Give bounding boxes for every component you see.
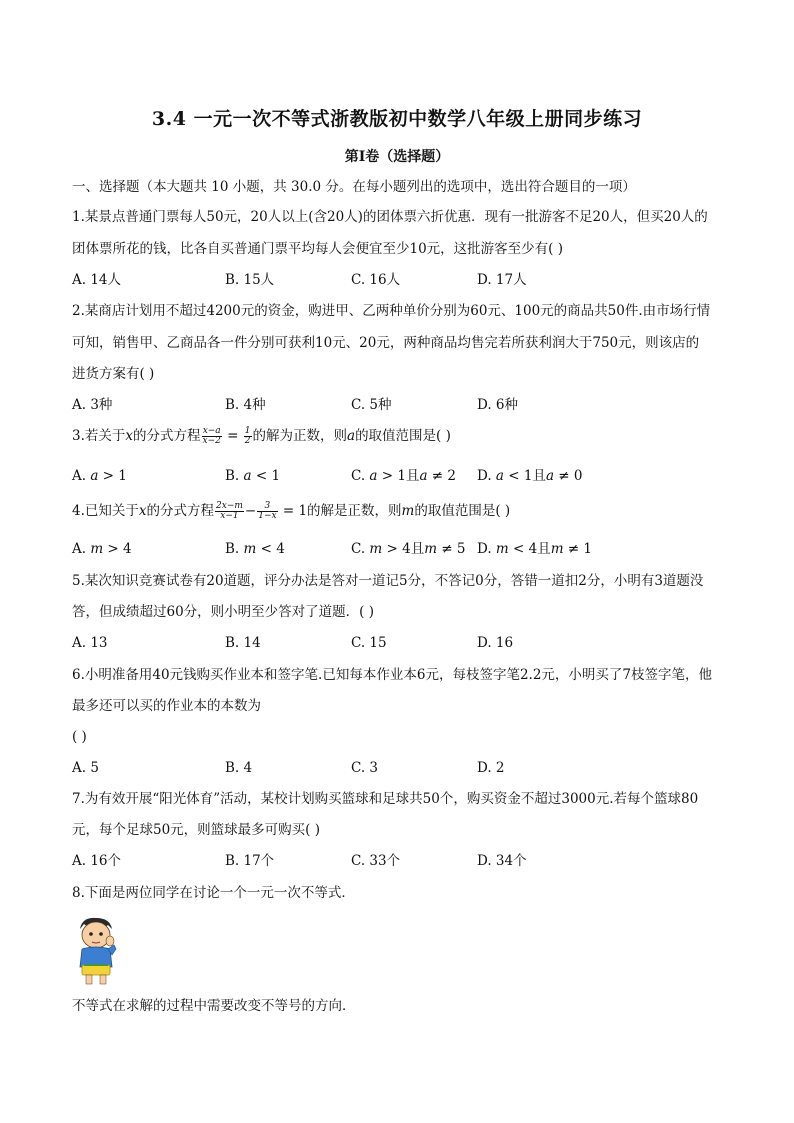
q4-mid: 的分式方程: [146, 503, 215, 519]
q3-var-a: a: [347, 428, 356, 444]
q1-line1: 1.某景点普通门票每人50元，20人以上(含20人)的团体票六折优惠．现有一批游客不足20人，但买20人的: [72, 209, 708, 225]
q4-option-a[interactable]: A. 𝑚 > 4: [72, 541, 132, 557]
q2-line1: 2.某商店计划用不超过4200元的资金，购进甲、乙两种单价分别为60元、100元的商品共50件.由市场行情: [72, 303, 711, 319]
q5-line2: 答，但成绩超过60分，则小明至少答对了道题．( ): [72, 604, 375, 620]
q3-frac1-den: x−2: [202, 436, 221, 446]
q1-option-c[interactable]: C. 16人: [351, 272, 401, 288]
q1-option-d[interactable]: D. 17人: [477, 272, 527, 288]
q4-var-m: m: [401, 503, 415, 519]
q6-option-c[interactable]: C. 3: [351, 760, 379, 776]
q3-frac2-den: 2: [244, 436, 251, 446]
q1-line2: 团体票所花的钱，比各自买普通门票平均每人会便宜至少10元，这批游客至少有( ): [72, 241, 564, 257]
q4-frac2-num: 3: [257, 502, 277, 512]
q7-option-d[interactable]: D. 34个: [477, 853, 527, 869]
q4-stem: [72, 502, 510, 521]
q2-option-b[interactable]: B. 4种: [225, 397, 266, 413]
q4-equals: = 1: [278, 503, 308, 519]
q5-option-a[interactable]: A. 13: [72, 635, 108, 651]
q3-option-a[interactable]: A. 𝑎 > 1: [72, 468, 127, 484]
q4-option-b[interactable]: B. 𝑚 < 4: [225, 541, 285, 557]
q3-fraction-right: [244, 427, 252, 446]
q2-option-d[interactable]: D. 6种: [477, 397, 519, 413]
q3-frac1-num: x−a: [202, 426, 221, 436]
q6-line3: ( ): [72, 729, 87, 745]
q6-option-d[interactable]: D. 2: [477, 760, 505, 776]
q6-line1: 6.小明准备用40元钱购买作业本和签字笔.已知每本作业本6元，每枝签字笔2.2元，小明买了7枝签字笔，他: [72, 667, 712, 683]
section-subtitle: 第Ⅰ卷（选择题）: [344, 149, 450, 165]
q3-option-b[interactable]: B. 𝑎 < 1: [225, 468, 281, 484]
q3-prefix: 3.若关于: [72, 428, 126, 444]
q3-suffix2: 的取值范围是( ): [355, 428, 451, 444]
q4-minus: −: [244, 503, 257, 519]
q4-fraction-right: [257, 502, 277, 521]
q7-option-c[interactable]: C. 33个: [351, 853, 401, 869]
q6-option-a[interactable]: A. 5: [72, 760, 99, 776]
q8-line1: 8.下面是两位同学在讨论一个一元一次不等式．: [72, 885, 355, 901]
q8-speech-text: 不等式在求解的过程中需要改变不等号的方向．: [72, 998, 356, 1014]
q4-prefix: 4.已知关于: [72, 503, 139, 519]
q5-line1: 5.某次知识竞赛试卷有20道题，评分办法是答对一道记5分，不答记0分，答错一道扣2分，小明有3道题没: [72, 573, 704, 589]
q3-var-x: x: [125, 428, 134, 444]
q3-mid: 的分式方程: [133, 428, 201, 444]
q4-option-d[interactable]: D. 𝑚 < 4且𝑚 ≠ 1: [477, 541, 592, 557]
q6-line2: 最多还可以买的作业本的本数为: [72, 698, 261, 714]
q7-line1: 7.为有效开展“阳光体育”活动，某校计划购买篮球和足球共50个，购买资金不超过3000元.若每个篮球80: [72, 791, 699, 807]
q1-option-a[interactable]: A. 14人: [72, 272, 122, 288]
q3-option-c[interactable]: C. 𝑎 > 1且𝑎 ≠ 2: [351, 468, 456, 484]
q6-option-b[interactable]: B. 4: [225, 760, 253, 776]
q7-line2: 元，每个足球50元，则篮球最多可购买( ): [72, 822, 321, 838]
q4-var-x: x: [138, 503, 147, 519]
q3-fraction-left: [202, 427, 222, 446]
q2-line2: 可知，销售甲、乙商品各一件分别可获利10元、20元，两种商品均售完若所获利润大于750元，则该店的: [72, 335, 700, 351]
q4-suffix2: 的取值范围是( ): [414, 503, 511, 519]
q3-frac2-num: 1: [244, 426, 251, 436]
q4-option-c[interactable]: C. 𝑚 > 4且𝑚 ≠ 5: [351, 541, 466, 557]
q4-suffix1: 的解是正数，则: [307, 503, 402, 519]
q2-line3: 进货方案有( ): [72, 366, 155, 382]
q3-option-d[interactable]: D. 𝑎 < 1且𝑎 ≠ 0: [477, 468, 583, 484]
q4-frac1-den: x−1: [220, 511, 239, 521]
page-title: 3.4 一元一次不等式浙教版初中数学八年级上册同步练习: [151, 108, 643, 130]
q4-frac2-den: 1−x: [258, 511, 277, 521]
q2-option-a[interactable]: A. 3种: [72, 397, 113, 413]
q5-option-d[interactable]: D. 16: [477, 635, 514, 651]
q7-option-a[interactable]: A. 16个: [72, 853, 122, 869]
q5-option-c[interactable]: C. 15: [351, 635, 387, 651]
q5-option-b[interactable]: B. 14: [225, 635, 261, 651]
q2-option-c[interactable]: C. 5种: [351, 397, 392, 413]
q3-suffix1: 的解为正数，则: [252, 428, 347, 444]
q3-stem: [72, 427, 451, 446]
section-heading: 一、选择题（本大题共 10 小题，共 30.0 分。在每小题列出的选项中，选出符合题目的一项）: [72, 179, 636, 195]
q4-fraction-left: [215, 502, 244, 521]
q4-frac1-num: 2x−m: [216, 501, 243, 511]
cartoon-student-icon: [72, 915, 122, 987]
q3-equals: =: [222, 428, 243, 444]
q7-option-b[interactable]: B. 17个: [225, 853, 275, 869]
q1-option-b[interactable]: B. 15人: [225, 272, 275, 288]
